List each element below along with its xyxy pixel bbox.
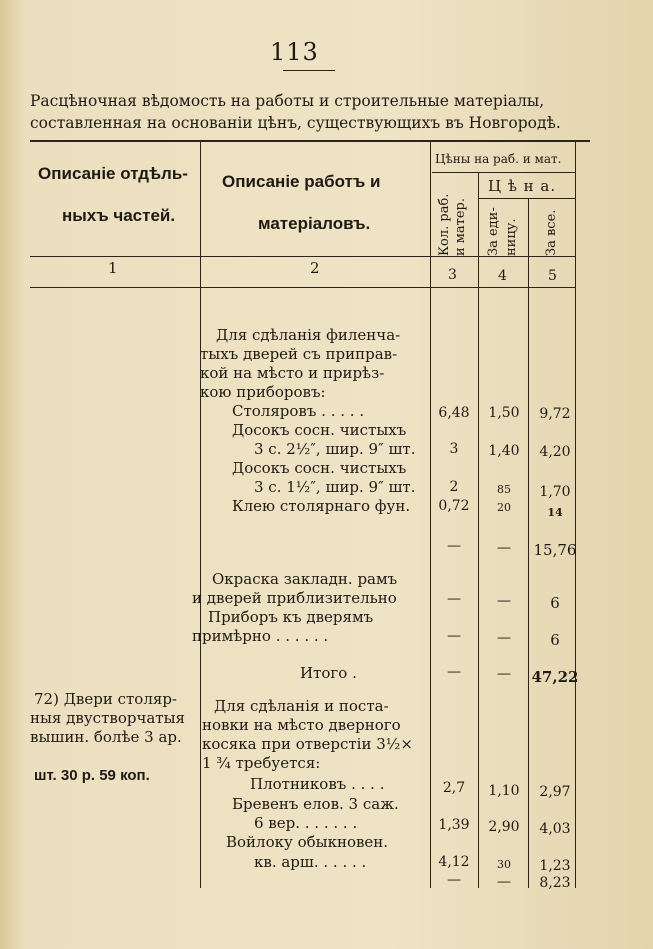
row-total: 1,23 (539, 858, 571, 874)
col-divider-4 (528, 288, 529, 888)
col-divider-2 (430, 288, 431, 888)
paint-text: Окраска закладн. рамъ (212, 570, 398, 588)
col2-header-line-2: матеріаловъ. (258, 214, 371, 233)
item-72-title: 72) Двери столяр- (34, 690, 177, 708)
col-divider-3 (478, 288, 479, 888)
section2-intro: Для сдѣланія и поста- (214, 697, 389, 715)
subtotal-quantity: — (447, 538, 461, 554)
subtotal-total: 15,76 (533, 541, 577, 559)
row-unit-price: 20 (497, 501, 511, 514)
col3-header-line-2: и матер. (453, 198, 468, 256)
col-num-5: 5 (548, 268, 557, 284)
col-divider-1-header (200, 142, 201, 288)
subtotal-total: 8,23 (539, 875, 571, 891)
row-total: 4,20 (539, 444, 571, 460)
paint-total: 6 (550, 594, 560, 612)
item-72-title: вышин. болѣе 3 ар. (30, 728, 182, 746)
section2-intro: косяка при отверстіи 3½× (202, 735, 413, 753)
row-unit-price: 1,50 (488, 405, 520, 421)
row-text: 3 с. 2½″, шир. 9″ шт. (254, 440, 416, 458)
fittings-text: примѣрно . . . . . . (192, 627, 329, 645)
section2-intro: 1 ¾ требуется: (202, 754, 321, 772)
row-unit-price: 1,10 (488, 783, 520, 799)
row-quantity: 1,39 (438, 817, 470, 833)
paint-quantity: — (447, 591, 461, 607)
row-text: кв. арш. . . . . . (254, 853, 367, 871)
prices-group-header: Цѣны на раб. и мат. (435, 152, 562, 166)
row-unit-price: 30 (497, 858, 511, 871)
total-label: Итого . (300, 664, 357, 682)
row-text: Досокъ сосн. чистыхъ (232, 421, 407, 439)
fittings-quantity: — (447, 628, 461, 644)
col3-header-line-1: Кол. раб. (437, 193, 452, 256)
col1-header-line-1: Описаніе отдѣль- (38, 164, 188, 183)
row-text: Войлоку обыкновен. (226, 833, 389, 851)
price-sub-header: Ц ѣ н а. (488, 177, 557, 195)
table-top-rule (30, 140, 590, 142)
col-num-1: 1 (108, 259, 118, 277)
row-quantity: 6,48 (438, 405, 470, 421)
row-total: 9,72 (539, 406, 571, 422)
section2-intro: новки на мѣсто дверного (202, 716, 401, 734)
total-quantity: — (447, 664, 461, 680)
section1-intro: Для сдѣланія филенча- (216, 326, 401, 344)
item-72-price: шт. 30 р. 59 коп. (34, 767, 150, 784)
page-number: 113 (270, 38, 319, 66)
col-num-4: 4 (498, 268, 507, 284)
row-unit-price: 1,40 (488, 443, 520, 459)
page-number-rule (283, 70, 335, 71)
fittings-total: 6 (550, 631, 560, 649)
header-bottom-rule (30, 287, 575, 288)
item-72-title: ныя двустворчатыя (30, 709, 186, 727)
row-text: Досокъ сосн. чистыхъ (232, 459, 407, 477)
title-line-2: составленная на основаніи цѣнъ, существующихъ въ Новгородѣ. (30, 114, 561, 132)
col-num-2: 2 (310, 259, 320, 277)
row-quantity: 4,12 (438, 854, 470, 870)
row-unit-price: 85 (497, 483, 511, 496)
row-quantity: 0,72 (438, 498, 470, 514)
row-text: 3 с. 1½″, шир. 9″ шт. (254, 478, 416, 496)
section1-intro: кою приборовъ: (200, 383, 326, 401)
row-total: 2,97 (539, 784, 571, 800)
paint-unit: — (497, 593, 511, 609)
row-text: Клею столярнаго фун. (232, 497, 411, 515)
col-divider-3-header (478, 172, 479, 288)
col-num-3: 3 (448, 267, 457, 283)
total-unit: — (497, 666, 511, 682)
row-text: Плотниковъ . . . . (250, 775, 385, 793)
header-rule (30, 256, 575, 257)
section1-intro: тыхъ дверей съ приправ- (200, 345, 398, 363)
subtotal-quantity: — (447, 872, 461, 888)
col4-header-line-2: ницу. (504, 218, 519, 256)
prices-group-rule (432, 172, 575, 173)
row-total: 1,70 (539, 484, 571, 500)
paint-text: и дверей приблизительно (192, 589, 397, 607)
row-quantity: 2,7 (442, 780, 466, 796)
col-divider-5-header (575, 142, 576, 288)
row-quantity: 3 (449, 441, 459, 457)
col-divider-4-header (528, 198, 529, 288)
subtotal-unit: — (497, 540, 511, 556)
section1-intro: кой на мѣсто и прирѣз- (200, 364, 385, 382)
row-text: 6 вер. . . . . . . (254, 814, 358, 832)
col2-header-line-1: Описаніе работъ и (222, 172, 381, 191)
fittings-text: Приборъ къ дверямъ (208, 608, 374, 626)
row-quantity: 2 (449, 479, 459, 495)
row-total: 14 (547, 506, 563, 519)
row-total: 4,03 (539, 821, 571, 837)
col1-header-line-2: ныхъ частей. (62, 206, 176, 225)
total-total: 47,22 (531, 668, 579, 686)
col5-header: За все. (544, 209, 559, 256)
price-sub-rule (478, 198, 575, 199)
title-line-1: Расцѣночная вѣдомость на работы и строительные матеріалы, (30, 92, 545, 110)
row-text: Столяровъ . . . . . (232, 402, 365, 420)
subtotal-unit: — (497, 874, 511, 890)
col-divider-2-header (430, 142, 431, 288)
row-text: Бревенъ елов. 3 саж. (232, 795, 399, 813)
fittings-unit: — (497, 630, 511, 646)
row-unit-price: 2,90 (488, 819, 520, 835)
col4-header-line-1: За еди- (486, 207, 501, 256)
